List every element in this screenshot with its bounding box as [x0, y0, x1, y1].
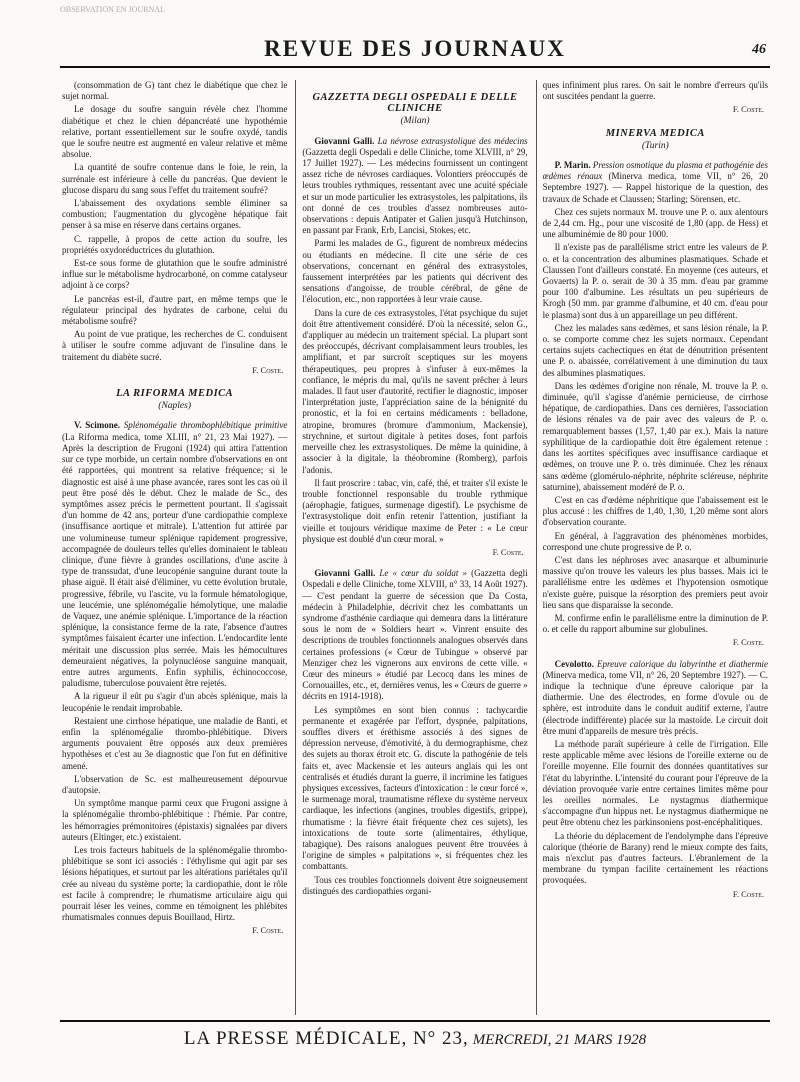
paragraph: L'observation de Sc. est malheureusement dépourvue d'autopsie. — [62, 773, 288, 795]
column-2 — [295, 80, 529, 1015]
article-title: Splénomégalie thrombophlébitique primitive — [123, 420, 288, 431]
footer-date: MERCREDI, 21 MARS 1928 — [472, 1032, 647, 1048]
paragraph: Il n'existe pas de parallélisme strict entre les valeurs de P. o. et la concentration des albumines plasmatiques. Schade et Claussen l'ont d'ailleurs constaté. En moyenne (ces auteurs, et Govaerts) la P. o. serait de 30 à 35 mm. d'eau par gramme pour 100 d'albumine. Les résultats un peu supérieurs de Krogh (50 mm. par gramme d'albumine, et 40 cm. d'eau pour le plasma) sont dus à un appareillage un peu différent. — [542, 242, 768, 320]
paragraph: Dans la cure de ces extrasystoles, l'état psychique du sujet doit être attentivement considéré. D'où la nécessité, selon G., d'appliquer au médecin un traitement spécial. La plupart sont des préoccupés, décrivant complaisamment leurs troubles, les amplifiant, et par surcroît sceptiques sur les moyens thérapeutiques, peu propres à s'infuser à eux-mêmes la confiance, le mépris du mal, qu'ils ne savent prêcher à leurs malades. Il faut user d'autorité, rectifier le diagnostic, imposer l'interprétation juste, l'appréciation saine de la bénignité du pronostic, et la foi en certains médicaments : belladone, atropine, bromures (bromure d'ammonium, Mackensie), strychnine, et surtout digitale à petites doses, font parfois merveille chez les extrasystoliques. De même la quinidine, à associer à la digitale, la théobromine (Romberg), parfois l'adonis. — [302, 307, 528, 475]
running-strip: OBSERVATION EN JOURNAL — [60, 5, 165, 14]
paragraph: A la rigueur il eût pu s'agir d'un abcès splénique, mais la leucopénie le rendait improbable. — [62, 691, 288, 713]
paragraph: La méthode paraît supérieure à celle de l'irrigation. Elle reste applicable même avec lésions de l'oreille externe ou de l'oreille moyenne. Elle fournit des données quantitatives sur l'état du labyrinthe. L'intensité du courant pour l'épreuve de la déviation provoquée varie entre certaines limites même pour les oreilles normales. Le nystagmus diathermique s'accompagne d'un hippus net. Le nystagmus diathermique ne peut être obtenu chez les parkinsoniens post-encéphalitiques. — [542, 738, 768, 828]
paragraph: (consommation de G) tant chez le diabétique que chez le sujet normal. — [62, 80, 288, 102]
article — [302, 568, 527, 702]
paragraph: En général, à l'aggravation des phénomènes morbides, correspond une chute progressive de P. o. — [542, 530, 768, 552]
paragraph: Parmi les malades de G., figurent de nombreux médecins ou étudiants en médecine. Il cite une série de ces observations, concernant en général des extrasystoles, faussement interprétées par les patients qui décrivent des sensations d'angoisse, de trouble cérébral, de gêne de l'élocution, etc., non rapportées à leur vraie cause. — [302, 238, 528, 305]
signature: F. Coste. — [732, 637, 764, 648]
paragraph: M. confirme enfin le parallélisme entre la diminution de P. o. et celle du rapport albumine sur globulines. — [542, 612, 768, 635]
paragraph: ques infiniment plus rares. On sait le nombre d'erreurs qu'ils ont suscitées pendant la guerre. — [542, 80, 768, 102]
article-body: (Minerva medica, tome VII, n° 26, 20 Septembre 1927). — C. indique la technique d'une épreuve calorique par la diathermie. Une des électrodes, en forme d'ovule ou de sphère, est introduite dans le conduit auditif externe, l'autre (électrode indifférente) placée sur la mastoïde. Le circuit doit être muni d'appareils de mesure très précis. — [542, 669, 768, 736]
signature: F. Coste. — [732, 104, 764, 115]
paragraph: Le pancréas est-il, d'autre part, en même temps que le régulateur principal des hydrates de carbone, celui du métabolisme soufré? — [62, 293, 288, 327]
paragraph: La quantité de soufre contenue dans le foie, le rein, la surrénale est inférieure à celle du pancréas. Que devient le glucose disparu du sang sous l'effet du traitement soufré? — [62, 162, 288, 195]
signature: F. Coste. — [252, 364, 284, 375]
article — [543, 160, 768, 205]
paragraph: La théorie du déplacement de l'endolymphe dans l'épreuve calorique (théorie de Barany) rend le mieux compte des faits, mais n'exclut pas d'autres facteurs. L'ébranlement de la membrane du tympan facilite certainement les réactions provoquées. — [542, 830, 768, 886]
article-columns — [60, 80, 770, 1015]
paragraph: C'est dans les néphroses avec anasarque et albuminurie massive qu'on trouve les valeurs les plus basses. Mais ici le parallélisme entre les œdèmes et l'hypotension osmotique n'existe guère, puisque la résorption des premiers peut avoir lieu sans que disparaisse la seconde. — [542, 554, 768, 610]
article — [62, 420, 287, 689]
page-header — [60, 30, 770, 68]
article-title: Epreuve calorique du labyrinthe et diathermie — [596, 658, 768, 669]
signature: F. Coste. — [252, 925, 284, 936]
paragraph: Tous ces troubles fonctionnels doivent être soigneusement distingués des cardiopathies organi- — [302, 874, 528, 896]
article-author: P. Marin. — [554, 160, 591, 171]
article-author: Giovanni Galli. — [314, 568, 376, 579]
section-title: LA RIFORMA MEDICA — [116, 388, 234, 400]
paragraph: C'est en cas d'œdème néphritique que l'abaissement est le plus accusé : les chiffres de 1,40, 1,30, 1,20 même sont alors d'observation courante. — [542, 494, 768, 528]
journal-title: REVUE DES JOURNAUX — [264, 36, 566, 61]
article — [543, 659, 768, 737]
paragraph: Au point de vue pratique, les recherches de C. conduisent à utiliser le soufre comme adjuvant de l'insuline dans le traitement du diabète sucré. — [62, 329, 288, 362]
paragraph: Les symptômes en sont bien connus : tachycardie permanente et exagérée par l'effort, dyspnée, palpitations, souffles divers et éréthisme associés à des signes de dépression nerveuse, d'émotivité, à du dermographisme, chez des sujets au thorax étroit etc. G. discute la pathogénie de tels faits et, avec Mackensie et les auteurs anglais qui les ont centralisés et étudiés durant la guerre, il incrimine les fatigues physiques excessives, facteurs d'intoxication : le cœur forcé », le surmenage moral, traumatisme réflexe du système nerveux cardiaque, les infections (angines, troubles digestifs, grippe), rhumatisme : la fièvre était fréquente chez ces sujets), les intoxications de toute sorte (alimentaires, éthylique, tabagique). Des raisons analogues peuvent être trouvées à l'origine de simples « palpitations », si fréquentes chez les combattants. — [302, 704, 528, 872]
paragraph: Restaient une cirrhose hépatique, une maladie de Banti, et enfin la splénomégalie thrombo-phlébitique. Divers arguments pouvaient être opposés aux deux premières hypothèses et c'est au 3e diagnostic que l'on fut en définitive amené. — [62, 715, 288, 771]
section-city: (Turin) — [641, 140, 669, 151]
section-title: MINERVA MEDICA — [605, 127, 705, 139]
paragraph: Un symptôme manque parmi ceux que Frugoni assigne à la splénomégalie thrombo-phlébitique : l'hémie. Par contre, les hémorragies prémonitoires (épistaxis) signalées par divers auteurs (Eltinger, etc.) existaient. — [62, 798, 288, 842]
paragraph: Dans les œdèmes d'origine non rénale, M. trouve la P. o. diminuée, qu'il s'agisse d'anémie pernicieuse, de cirrhose hépatique, de cardiopathies. Dans ces dernières, l'association de lésions rénales va de pair avec des valeurs de P. o. remarquablement basses (1,57, 1,40 par ex.). Mais la nature syphilitique de la cardiopathie doit être également retenue : dans les aortites spécifiques avec insuffisance cardiaque et œdèmes, on trouve une P. o. très diminuée. Chez les rénaux sans œdème (glomérulo-néphrite, néphrite scléreuse, néphrite saturnine), abaissement modéré de P. o. — [542, 380, 768, 492]
article-body: (Minerva medica, tome VII, n° 26, 20 Septembre 1927). — Rappel historique de la question, des travaux de Schade et Claussen; Starling; Sörensen, etc. — [542, 171, 768, 204]
paragraph: Chez les malades sans œdèmes, et sans lésion rénale, la P. o. se comporte comme chez les sujets normaux. Cependant certains sujets cachectiques en état de dénutrition présentent une P. o. abaissée, corrélativement à une diminution du taux des albumines plasmatiques. — [542, 322, 768, 378]
paragraph: Est-ce sous forme de glutathion que le soufre administré influe sur le métabolisme hydrocarboné, on comme catalyseur adjoint à ce corps? — [62, 258, 288, 291]
article — [302, 136, 527, 237]
column-1 — [60, 80, 289, 1015]
article-title: Le « cœur du soldat » — [379, 568, 467, 579]
signature: F. Coste. — [492, 546, 524, 557]
section-city: (Milan) — [400, 116, 430, 127]
signature: F. Coste. — [732, 888, 764, 899]
footer-journal: LA PRESSE MÉDICALE, N° 23, — [183, 1028, 469, 1049]
article-body: (La Riforma medica, tome XLIII, n° 21, 23 Mai 1927). — Après la description de Frugoni (1924) qui attira l'attention sur ce type morbide, un certain nombre d'observations en ont été rapportées, qui montrent sa relative fréquence; si le diagnostic est aisé à une phase avancée, rares sont les cas où il peut être posé dès le début. Chez le malade de Sc., des symptômes assez précis le permettent pourtant. Il s'agissait d'un homme de 42 ans, porteur d'une cardiopathie complexe (insuffisance aortique et mitrale). L'attention fut attirée par une volumineuse tumeur splénique rapidement progressive, accompagnée de douleurs telles qu'elles dominaient le tableau clinique, d'une fièvre à grandes oscillations, d'une ascite à type de transsudat, d'une leucopénie sanguine durant toute la phase aiguë. Il était aisé d'éliminer, vu cette évolution brutale, progressive, fébrile, vu l'ascite, vu la formule hématologique, une leucémie, une splénomégalie hémolytique, une maladie de Vaquez, une anémie splénique. L'importance de la réaction splénique, la consistance ferme de la rate, l'absence d'autres symptômes faisaient écarter une infection. L'endocardite lente méritait une discussion plus serrée. Mais les hémocultures demeuraient négatives, la polynucléose sanguine manquait, entre autres arguments. Enfin syphilis, échinococcose, paludisme, tuberculose pouvaient être rejetés. — [62, 431, 288, 689]
article-author: Giovanni Galli. — [314, 135, 375, 146]
article-title: Pression osmotique du plasma et pathogénie des œdèmes rénaux — [542, 160, 768, 182]
article-title: La névrose extrasystolique des médecins — [377, 135, 528, 146]
section-city: (Naples) — [158, 401, 192, 412]
paragraph: Il faut proscrire : tabac, vin, café, thé, et traiter s'il existe le trouble fonctionnel responsable du trouble rythmique (aérophagie, fatigues, surmenage digestif). Le psychisme de l'extrasystolique doit enfin retenir l'attention, justifiant la vieille et toujours véridique maxime de Peter : « Le cœur physique est doublé d'un cœur moral. » — [302, 477, 528, 544]
article-body: (Gazzetta degli Ospedali e delle Cliniche, tome XLVIII, n° 33, 14 Août 1927). — C'est pendant la guerre de sécession que Da Costa, médecin à Philadelphie, décrivit chez les combattants un syndrome d'asthénie cardiaque qui demeura dans la littérature sous le nom de « Soldiers heart ». Vinrent ensuite des descriptions de troubles fonctionnels analogues observés dans certaines professions (« Cœur de Tubingue » observé par Menziger chez les vignerons aux environs de cette ville. « Cœur des mineurs » étudié par Lecocq dans les mines de Cornouailles, etc., et, dernières venus, les « Cœurs de guerre » décrits en 1914-1918). — [302, 568, 528, 702]
section-title: GAZZETTA DEGLI OSPEDALI E DELLE CLINICHE — [312, 92, 518, 115]
column-3 — [536, 80, 770, 1015]
page-footer — [60, 1020, 770, 1052]
article-author: V. Scimone. — [74, 420, 121, 431]
paragraph: Les trois facteurs habituels de la splénomégalie thrombo-phlébitique se sont ici associés : l'éthylisme qui agit par ses lésions hépatiques, et surtout par les altérations pariétales qu'il crée au niveau du système porte; la cardiopathie, dont le rôle est facile à comprendre; le rhumatisme articulaire aigu qui pourrait léser les veines, comme en témoignent les phlébites rhumatismales connues depuis Bouillaud, Hirtz. — [62, 845, 288, 923]
page-number: 46 — [752, 42, 766, 57]
paragraph: L'abaissement des oxydations semble éliminer sa combustion; l'augmentation du glycogène hépatique fait penser à sa mise en réserve dans certains organes. — [62, 198, 288, 231]
article-body: (Gazzetta degli Ospedali e delle Cliniche, tome XLVIII, n° 29, 17 Juillet 1927). — Les médecins fournissent un contingent assez riche de névroses cardiaques. Volontiers préoccupés de leurs troubles rythmiques, ressentant avec une acuité spéciale et sur un mode particulier les extrasystoles, les palpitations, ils ont donné de ces troubles d'assez nombreuses auto-observations : depuis Antipater et Galien jusqu'à Hutchinson, en passant par Frank, Erb, Lancisi, Stokes, etc. — [302, 146, 528, 236]
paragraph: Le dosage du soufre sanguin révèle chez l'homme diabétique et chez le chien dépancréaté une hypothémie relative, portant essentiellement sur le soufre oxydé, tandis que le soufre neutre est augmenté en valeur relative et même absolue. — [62, 104, 288, 160]
paragraph: Chez ces sujets normaux M. trouve une P. o. aux alentours de 2,44 cm. Hg., pour une viscosité de 1,80 (app. de Hess) et une albuminémie de 80 pour 1000. — [542, 206, 768, 240]
article-author: Cevolotto. — [554, 658, 594, 669]
paragraph: C. rappelle, à propos de cette action du soufre, les propriétés oxydoréductrices du glutathion. — [62, 233, 288, 255]
